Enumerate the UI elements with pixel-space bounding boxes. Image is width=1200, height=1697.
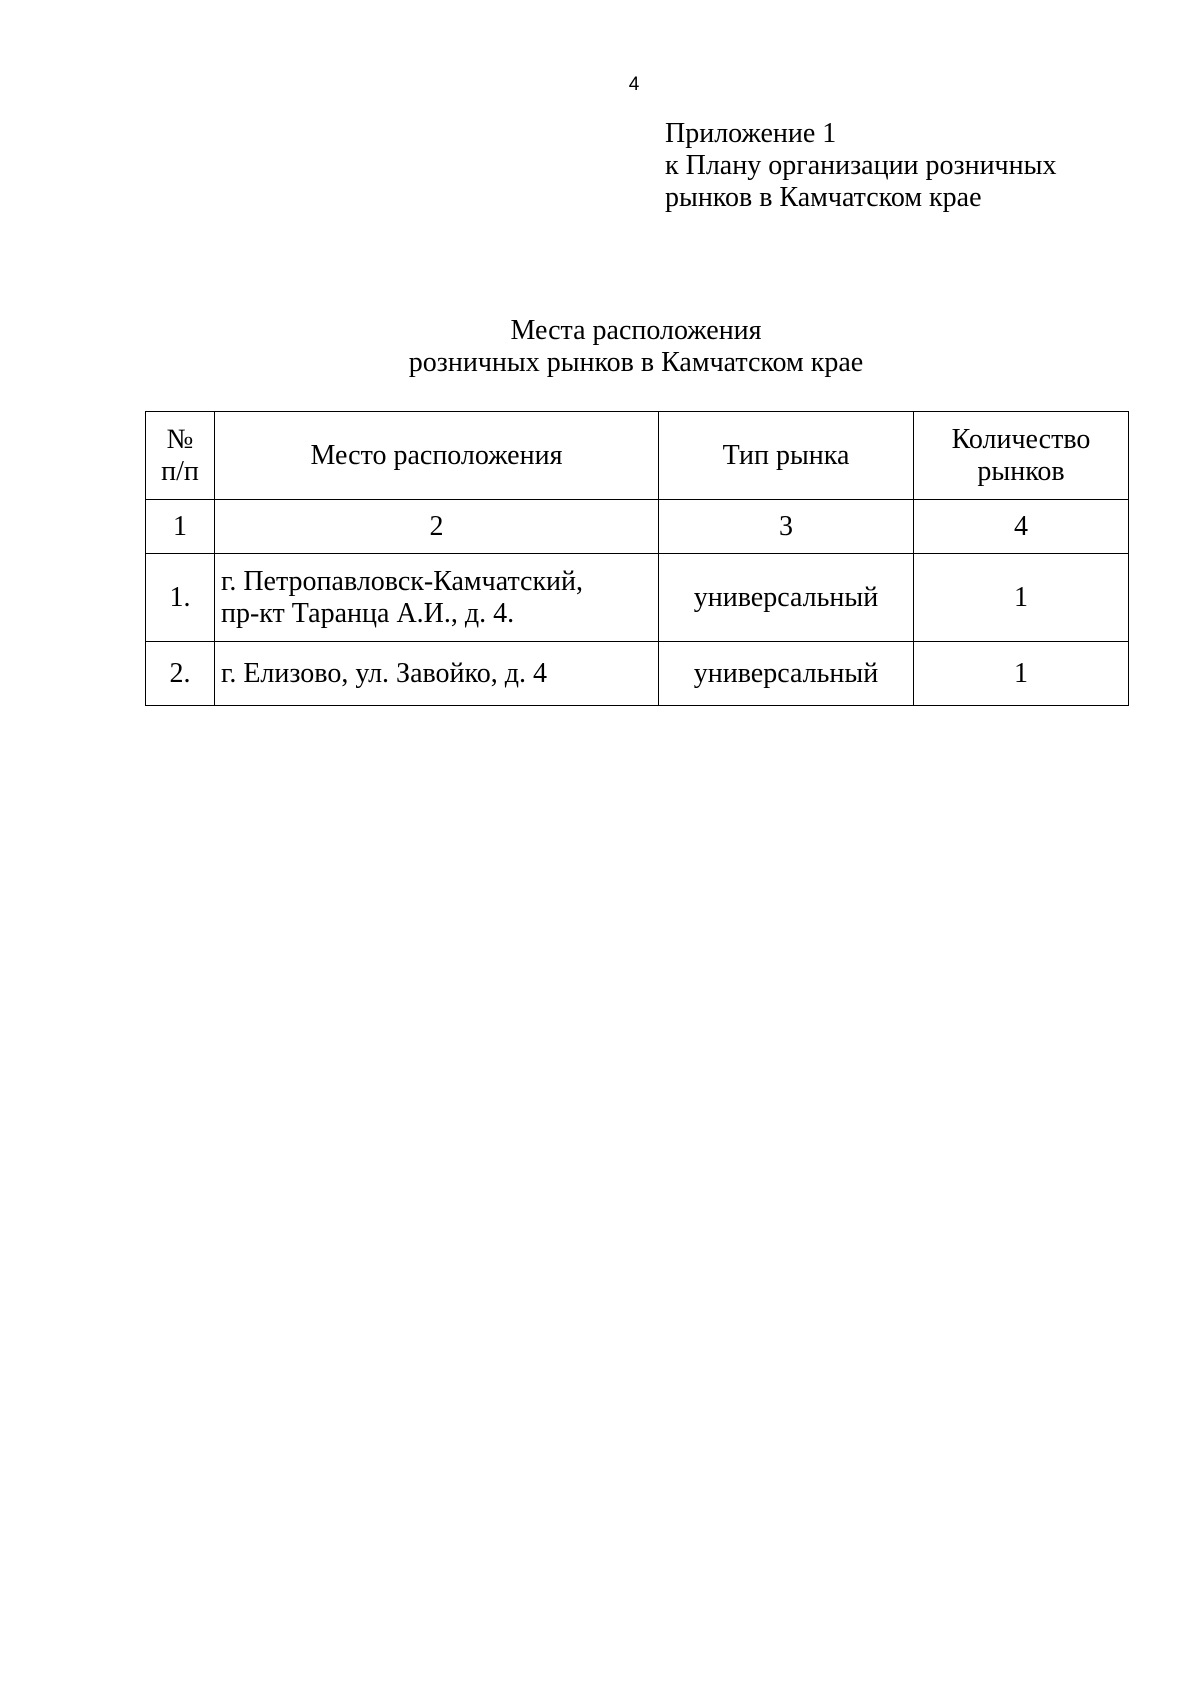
document-title — [0, 315, 1200, 379]
column-index: 4 — [914, 500, 1129, 554]
header-number-line-2: п/п — [161, 455, 199, 487]
appendix-line-1: Приложение 1 — [665, 118, 837, 149]
row-market-count: 1 — [914, 554, 1129, 642]
appendix-reference — [665, 118, 1056, 214]
row-address — [215, 642, 659, 706]
row-address — [215, 554, 659, 642]
header-market-type: Тип рынка — [659, 412, 914, 500]
document-title-line-1: Места расположения — [510, 315, 762, 346]
row-market-type: универсальный — [659, 642, 914, 706]
markets-table — [145, 411, 1129, 706]
header-number — [146, 412, 215, 500]
row-market-count: 1 — [914, 642, 1129, 706]
page-number: 4 — [628, 74, 640, 95]
header-market-count — [914, 412, 1129, 500]
row-address-line-2: пр-кт Таранца А.И., д. 4. — [221, 597, 515, 629]
header-count-line-2: рынков — [977, 455, 1065, 487]
appendix-line-3: рынков в Камчатском крае — [665, 182, 982, 213]
column-index-row — [146, 500, 1129, 554]
column-index: 2 — [215, 500, 659, 554]
header-count-line-1: Количество — [951, 423, 1091, 455]
document-title-line-2: розничных рынков в Камчатском крае — [408, 347, 864, 378]
column-index: 3 — [659, 500, 914, 554]
header-number-line-1: № — [166, 423, 194, 455]
table-row — [146, 554, 1129, 642]
row-address-line-1: г. Елизово, ул. Завойко, д. 4 — [221, 657, 547, 689]
row-number: 2. — [146, 642, 215, 706]
appendix-line-2: к Плану организации розничных — [665, 150, 1057, 181]
row-market-type: универсальный — [659, 554, 914, 642]
header-location: Место расположения — [215, 412, 659, 500]
column-index: 1 — [146, 500, 215, 554]
row-number: 1. — [146, 554, 215, 642]
table-header-row — [146, 412, 1129, 500]
table-row — [146, 642, 1129, 706]
row-address-line-1: г. Петропавловск-Камчатский, — [221, 565, 584, 597]
